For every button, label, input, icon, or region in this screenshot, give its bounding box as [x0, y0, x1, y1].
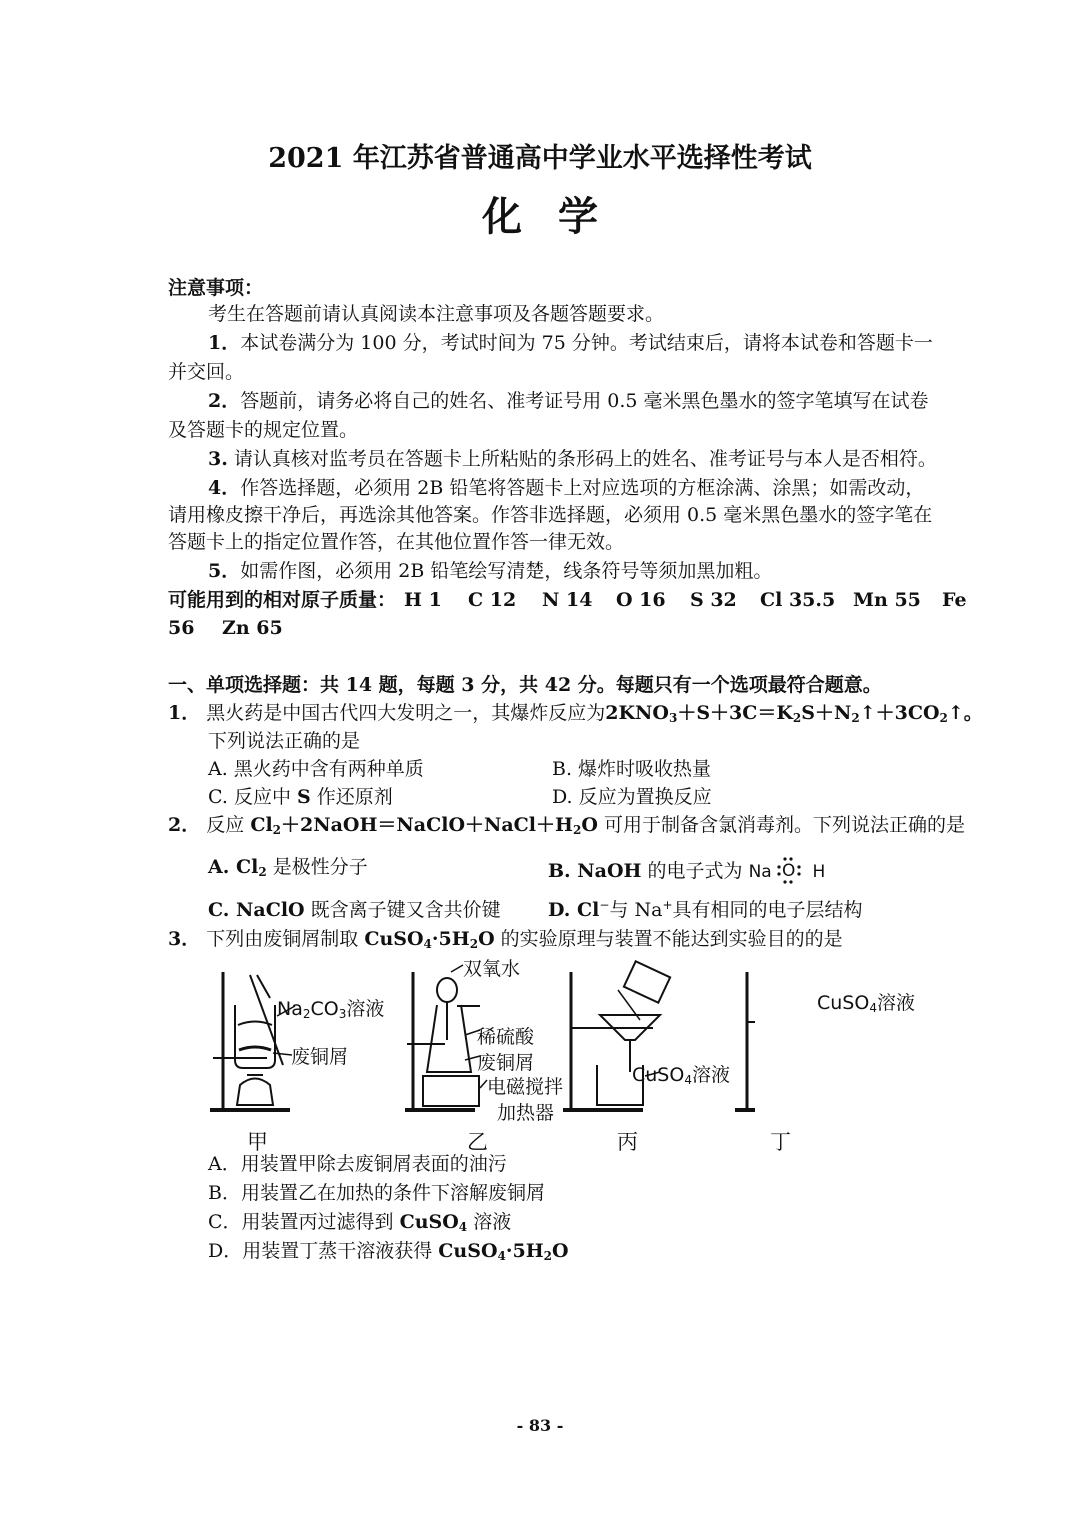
atomic-mass-value: O 16 [616, 589, 666, 611]
label-subscript: 4 [684, 1073, 692, 1087]
equation-part: ↑。 [947, 702, 983, 724]
q1-option-c [208, 785, 393, 809]
option-text: C. 反应中 [208, 786, 297, 808]
option-subscript: 2 [258, 865, 267, 879]
equation-subscript: 2 [572, 823, 582, 837]
formula [364, 928, 494, 950]
lewis-oxygen-icon [777, 855, 807, 885]
label-part: 溶液 [691, 1064, 730, 1086]
page-number: - 83 - [516, 1416, 564, 1435]
question-text: 的实验原理与装置不能达到实验目的的是 [494, 928, 843, 950]
question-number: 2． [168, 814, 201, 836]
option-text: 的电子式为 [641, 860, 743, 882]
lewis-o-label: O [782, 861, 796, 881]
subject-title: 化学 [482, 193, 634, 240]
notice-item-text: 答题前，请务必将自己的姓名、准考证号用 0.5 毫米黑色墨水的签字笔填写在试卷 [240, 390, 929, 412]
question-number: 1． [168, 702, 201, 724]
notice-heading: 注意事项： [168, 277, 264, 299]
notice-item-4-cont2: 答题卡上的指定位置作答，在其他位置作答一律无效。 [168, 531, 625, 553]
equation-subscript: 2 [851, 711, 860, 725]
question-1-stem-2: 下列说法正确的是 [208, 730, 361, 752]
notice-item-2 [208, 389, 929, 413]
option-text: 溶液 [467, 1211, 512, 1233]
notice-item-2-cont: 及答题卡的规定位置。 [168, 419, 359, 441]
label-h2o2: 双氧水 [463, 958, 521, 980]
atomic-mass-value: C 12 [468, 589, 517, 611]
equation [250, 814, 598, 836]
equation-subscript: 2 [939, 711, 948, 725]
question-number: 3． [168, 928, 201, 950]
notice-item-4 [208, 476, 924, 500]
label-part: CuSO [817, 992, 870, 1014]
q2-option-a [208, 855, 368, 879]
label-scrap-jia: 废铜屑 [291, 1046, 349, 1068]
notice-item-1-cont: 并交回。 [168, 361, 245, 383]
equation-part: ＋S＋3C＝K [677, 702, 793, 724]
notice-item-text: 如需作图，必须用 2B 铅笔绘写清楚，线条符号等须加黑加粗。 [240, 560, 773, 582]
label-subscript: 3 [338, 1007, 347, 1021]
label-part: 溶液 [346, 998, 385, 1020]
equation-part: ↑＋3CO [859, 702, 940, 724]
label-na2co3 [277, 994, 384, 1021]
formula-subscript: 4 [423, 937, 432, 951]
notice-item-number: 4． [208, 477, 241, 499]
q3-option-d [208, 1239, 569, 1263]
option-formula: CuSO [399, 1211, 459, 1233]
apparatus-figure [195, 958, 915, 1155]
option-superscript: + [662, 898, 673, 912]
formula-subscript: 2 [543, 1249, 553, 1263]
option-formula: S [296, 786, 311, 808]
formula-part: O [552, 1240, 569, 1262]
label-part: CO [310, 998, 339, 1020]
apparatus-name-bing: 丙 [617, 1130, 638, 1154]
question-text: 下列由废铜屑制取 [206, 928, 365, 950]
atomic-mass-row-2 [0, 616, 1080, 640]
option-formula: B. NaOH [548, 860, 642, 882]
label-part: Na [277, 998, 303, 1020]
formula-part: CuSO [438, 1240, 498, 1262]
label-cuso4-ding [817, 988, 915, 1015]
label-cuso4-bing [632, 1060, 730, 1087]
lewis-h: H [812, 862, 826, 882]
q2-option-d [548, 898, 863, 922]
formula-subscript: 4 [497, 1249, 506, 1263]
equation-subscript: 2 [792, 711, 802, 725]
q2-option-c [208, 898, 501, 922]
notice-item-text: 作答选择题，必须用 2B 铅笔将答题卡上对应选项的方框涂满、涂黑；如需改动， [240, 477, 925, 499]
atomic-mass-value: Zn 65 [222, 617, 283, 639]
question-text: 反应 [206, 814, 251, 836]
lewis-na: Na [748, 862, 772, 882]
label-scrap-yi: 废铜屑 [477, 1052, 535, 1074]
apparatus-name-yi: 乙 [467, 1130, 488, 1154]
notice-item-4-cont: 请用橡皮擦干净后，再选涂其他答案。作答非选择题，必须用 0.5 毫米黑色墨水的签字笔在 [168, 504, 933, 526]
label-stirrer-1: 电磁搅拌 [487, 1076, 564, 1098]
formula-part: ·5H [505, 1240, 544, 1262]
option-text: 具有相同的电子层结构 [672, 899, 863, 921]
formula-subscript: 2 [469, 937, 479, 951]
label-part: 溶液 [876, 992, 915, 1014]
option-formula: D. Cl [548, 899, 600, 921]
apparatus-name-jia: 甲 [247, 1130, 268, 1154]
option-formula [438, 1240, 568, 1262]
label-part: CuSO [632, 1064, 685, 1086]
apparatus-bing [563, 961, 670, 1110]
atomic-mass-value: H 1 [404, 589, 442, 611]
option-formula: C. NaClO [208, 899, 305, 921]
label-subscript: 4 [869, 1001, 877, 1015]
apparatus-jia [210, 972, 295, 1110]
notice-item-number: 2． [208, 390, 241, 412]
question-text: 可用于制备含氯消毒剂。下列说法正确的是 [597, 814, 965, 836]
q2-option-b [548, 855, 825, 885]
option-text: 是极性分子 [266, 856, 368, 878]
equation-part: 2KNO [605, 702, 669, 724]
question-2-stem [168, 813, 965, 837]
equation-part: O [581, 814, 598, 836]
apparatus-ding [735, 972, 755, 1110]
formula-part: ·5H [431, 928, 470, 950]
notice-item-text: 请认真核对监考员在答题卡上所粘贴的条形码上的姓名、准考证号与本人是否相符。 [233, 448, 937, 470]
q3-option-a: A．用装置甲除去废铜屑表面的油污 [208, 1153, 507, 1175]
apparatus-name-ding: 丁 [770, 1130, 791, 1154]
label-dilute-h2so4: 稀硫酸 [477, 1026, 535, 1048]
option-text: 与 Na [609, 899, 663, 921]
lewis-structure [749, 862, 826, 882]
label-stirrer-2: 加热器 [497, 1102, 555, 1124]
equation-part: S＋N [801, 702, 852, 724]
notice-item-5 [208, 559, 772, 583]
equation-part: ＋2NaOH＝NaClO＋NaCl＋H [281, 814, 573, 836]
option-text: C．用装置丙过滤得到 [208, 1211, 400, 1233]
atomic-mass-value: Fe [942, 589, 967, 611]
notice-item-number: 1． [208, 332, 241, 354]
option-text: 既含离子键又含共价键 [304, 899, 501, 921]
q1-option-d: D. 反应为置换反应 [552, 786, 712, 808]
exam-title: 2021 年江苏省普通高中学业水平选择性考试 [268, 143, 812, 174]
section-heading: 一、单项选择题：共 14 题，每题 3 分，共 42 分。每题只有一个选项最符合题意。 [168, 674, 882, 696]
atomic-mass-value: Mn 55 [853, 589, 921, 611]
option-superscript: − [599, 898, 610, 912]
notice-item-text: 本试卷满分为 100 分，考试时间为 75 分钟。考试结束后，请将本试卷和答题卡一 [240, 332, 933, 354]
equation-subscript: 3 [668, 711, 678, 725]
option-text: 作还原剂 [310, 786, 393, 808]
q1-option-b: B. 爆炸时吸收热量 [552, 758, 712, 780]
equation-subscript: 2 [272, 823, 282, 837]
notice-intro: 考生在答题前请认真阅读本注意事项及各题答题要求。 [208, 303, 665, 325]
question-text: 黑火药是中国古代四大发明之一，其爆炸反应为 [206, 702, 606, 724]
question-1-stem [168, 701, 983, 725]
equation-part: Cl [250, 814, 273, 836]
q3-option-c [208, 1210, 511, 1234]
atomic-mass-value: Cl 35.5 [760, 589, 836, 611]
notice-item-1 [208, 331, 933, 355]
apparatus-yi [405, 965, 487, 1110]
option-formula: A. Cl [208, 856, 259, 878]
q3-option-b: B．用装置乙在加热的条件下溶解废铜屑 [208, 1182, 545, 1204]
notice-item-number: 3. [208, 448, 228, 470]
formula-part: CuSO [364, 928, 424, 950]
atomic-mass-value: 56 [168, 617, 195, 639]
question-3-stem [168, 927, 843, 951]
atomic-mass-label: 可能用到的相对原子质量： [168, 589, 397, 611]
atomic-mass-value: S 32 [690, 589, 737, 611]
atomic-mass-row [0, 588, 1080, 612]
notice-item-number: 5． [208, 560, 241, 582]
formula-part: O [478, 928, 495, 950]
option-subscript: 4 [458, 1220, 468, 1234]
equation [605, 702, 983, 724]
option-text: D．用装置丁蒸干溶液获得 [208, 1240, 439, 1262]
label-subscript: 2 [302, 1007, 311, 1021]
notice-item-3 [208, 447, 937, 471]
atomic-mass-value: N 14 [542, 589, 593, 611]
q1-option-a: A. 黑火药中含有两种单质 [208, 758, 424, 780]
